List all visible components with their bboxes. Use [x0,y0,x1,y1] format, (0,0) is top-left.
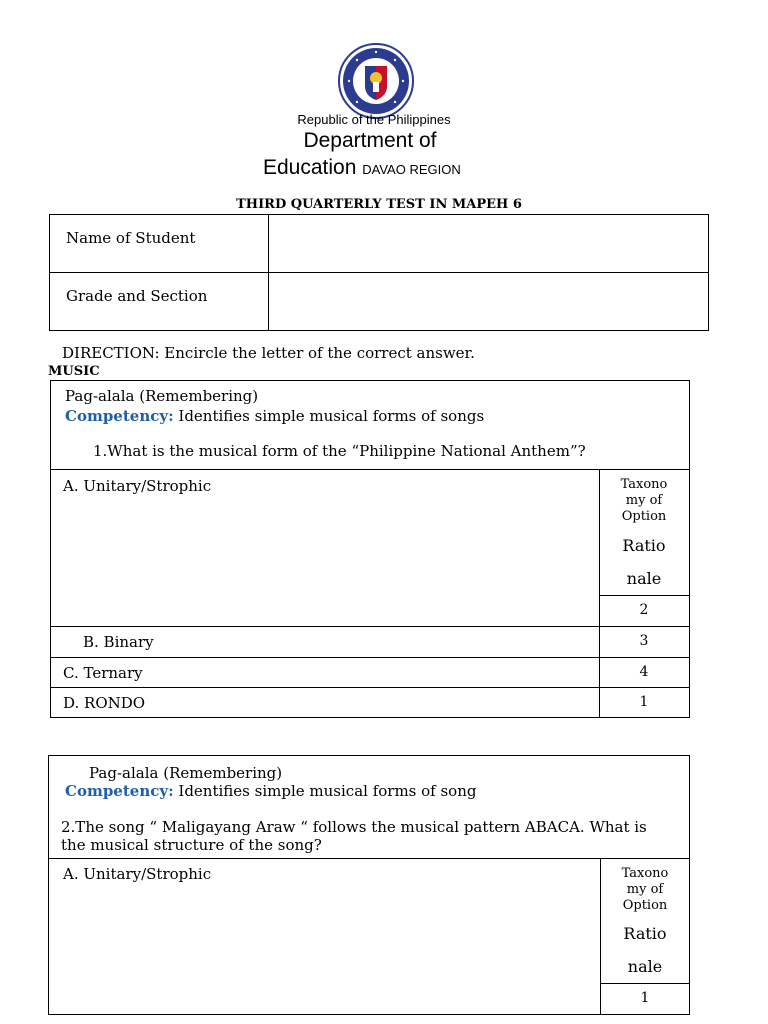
grade-section-field[interactable] [269,273,709,331]
competency-text: Identifies simple musical forms of song [178,782,477,800]
question-2-text-line1: 2.The song “ Maligayang Araw “ follows the musical pattern ABACA. What is [61,818,647,836]
test-title: THIRD QUARTERLY TEST IN MAPEH 6 [236,197,522,212]
student-info-table [49,214,709,331]
divider [51,657,689,658]
department-title: Department of [303,129,437,152]
subject-heading: MUSIC [48,364,100,379]
question-2-competency [65,782,476,800]
taxonomy-line: Taxono [620,477,668,492]
option-a[interactable]: A. Unitary/Strophic [63,865,212,883]
question-2-level: Pag-alala (Remembering) [89,764,283,782]
grade-section-label: Grade and Section [50,273,269,331]
department-title-line2 [263,156,461,180]
deped-seal-logo [337,42,415,120]
divider [51,626,689,627]
taxonomy-value: 2 [639,602,649,618]
divider [51,469,689,470]
divider [51,687,689,688]
question-1-text: 1.What is the musical form of the “Philippine National Anthem”? [93,442,586,460]
table-row [50,215,709,273]
taxonomy-line: Option [622,898,668,913]
taxonomy-header [600,477,688,525]
question-1-level: Pag-alala (Remembering) [65,387,259,405]
rationale-label: nale [626,569,662,588]
table-row [50,273,709,331]
competency-text: Identifies simple musical forms of songs [178,407,485,425]
option-d[interactable]: D. RONDO [63,694,146,712]
taxonomy-value: 3 [639,633,649,649]
republic-label: Republic of the Philippines [297,112,451,127]
taxonomy-line: my of [625,493,663,508]
competency-label: Competency: [65,407,174,425]
taxonomy-value: 1 [639,694,649,710]
question-2-box [48,755,690,1015]
rationale-label: Ratio [623,924,667,943]
name-label: Name of Student [50,215,269,273]
rationale-label: nale [627,957,663,976]
direction-text: DIRECTION: Encircle the letter of the correct answer. [62,344,475,362]
option-c[interactable]: C. Ternary [63,664,143,682]
name-field[interactable] [269,215,709,273]
question-2-text-line2: the musical structure of the song? [61,836,322,854]
taxonomy-value: 1 [640,990,650,1006]
region-label: DAVAO REGION [362,162,461,177]
taxonomy-line: Option [621,509,667,524]
taxonomy-value: 4 [639,664,649,680]
question-1-box [50,380,690,718]
divider [600,983,689,984]
education-label: Education [263,156,357,179]
option-a[interactable]: A. Unitary/Strophic [63,477,212,495]
divider [599,595,689,596]
question-1-competency [65,407,484,425]
divider [49,858,689,859]
competency-label: Competency: [65,782,174,800]
rationale-label: Ratio [622,536,666,555]
option-b[interactable]: B. Binary [83,633,154,651]
taxonomy-line: Taxono [621,866,669,881]
taxonomy-header [601,866,689,914]
taxonomy-line: my of [626,882,664,897]
